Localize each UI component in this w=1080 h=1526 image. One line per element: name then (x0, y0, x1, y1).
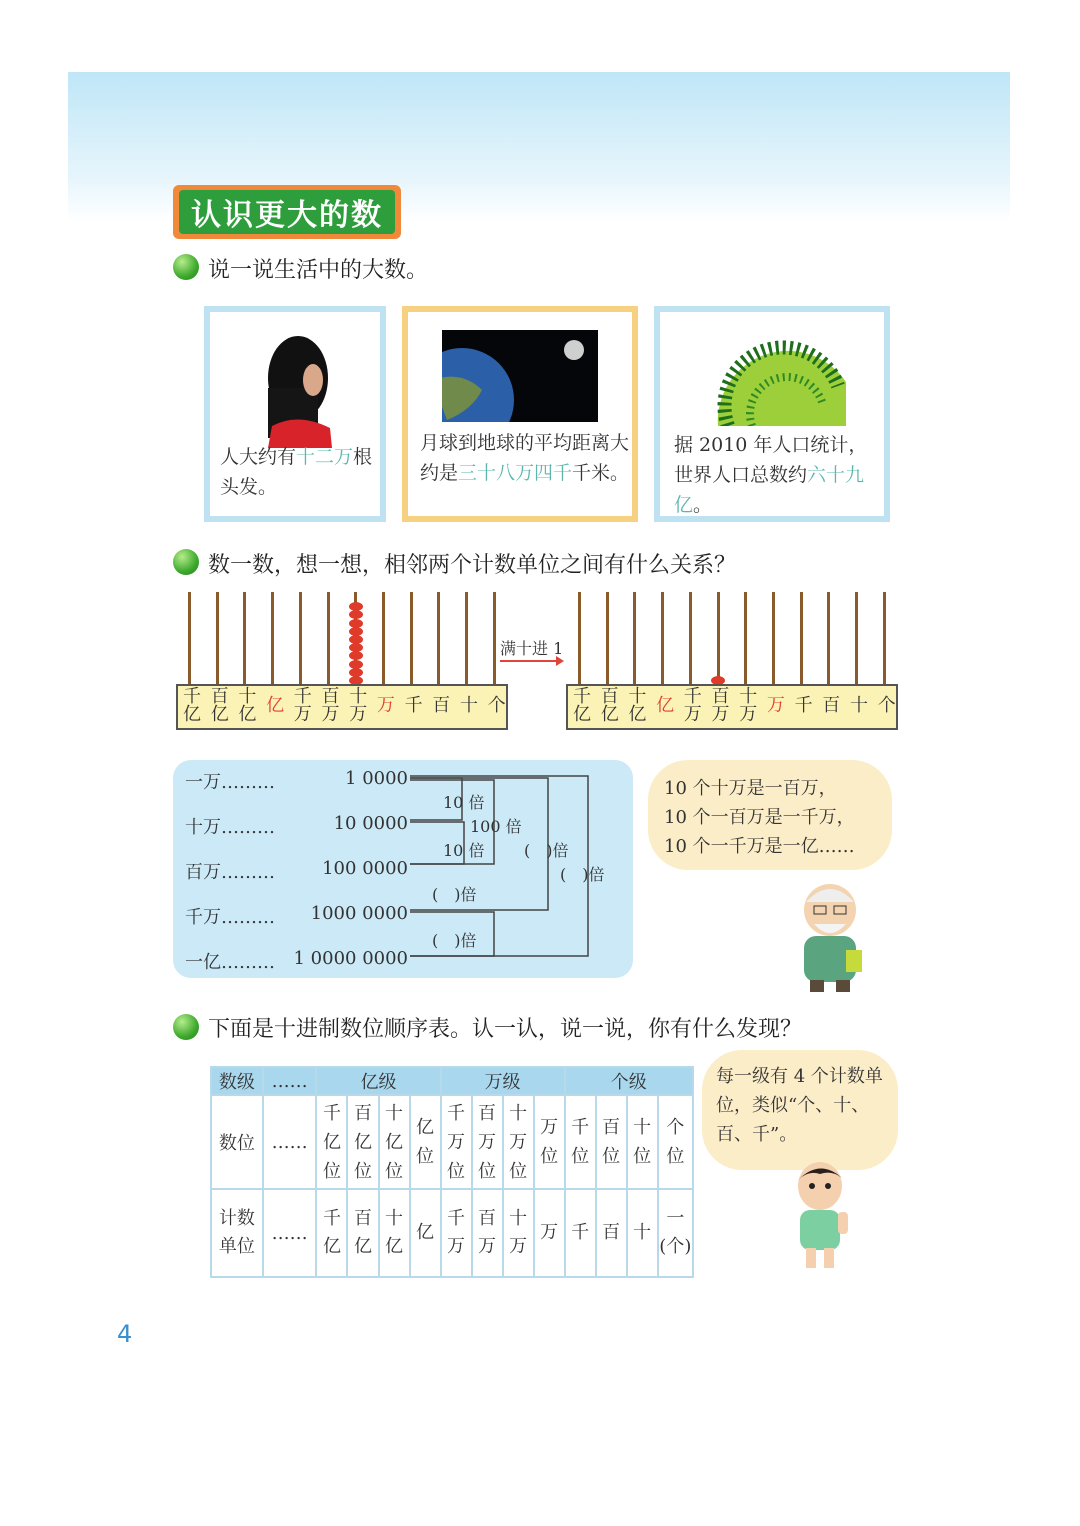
counter-bead (349, 660, 363, 669)
counter-rods-left (176, 592, 506, 684)
place-label: 千 (404, 695, 423, 716)
place-label: 个 (877, 695, 896, 716)
right-arrow-icon (500, 656, 564, 666)
counter-rod (410, 592, 413, 684)
unit-number: 1 0000 (345, 768, 408, 789)
times-answer-blank: ( )倍 (524, 841, 569, 860)
place-label: 十万 (349, 686, 368, 725)
row-label: 计数单位 (211, 1189, 263, 1277)
counter-bead (349, 635, 363, 644)
counting-unit-cell: 千万 (441, 1189, 472, 1277)
counter-rod (744, 592, 747, 684)
page-number: 4 (117, 1320, 133, 1348)
counter-rod (661, 592, 664, 684)
place-label: 千万 (683, 686, 702, 725)
counter-bead (349, 627, 363, 636)
question-1: 说一说生活中的大数。 (208, 258, 429, 283)
counter-rod (855, 592, 858, 684)
boy-character (788, 1160, 858, 1274)
counting-unit-cell: 百万 (472, 1189, 503, 1277)
place-label: 百亿 (600, 686, 619, 725)
counting-unit-cell: 亿 (410, 1189, 441, 1277)
place-label: 百亿 (210, 686, 229, 725)
counter-rods-right (566, 592, 896, 684)
place-label: 百万 (321, 686, 340, 725)
digit-place-cell: 十亿位 (379, 1095, 410, 1189)
digit-place-cell: 百亿位 (347, 1095, 378, 1189)
place-value-table (210, 1066, 694, 1278)
digit-place-cell: 千位 (565, 1095, 596, 1189)
counting-unit-cell: 百 (596, 1189, 627, 1277)
times-label: 10 倍 (443, 793, 485, 812)
counter-rod (606, 592, 609, 684)
place-label: 十亿 (238, 686, 257, 725)
counter-rod (578, 592, 581, 684)
counter-rod (271, 592, 274, 684)
counter-rod (827, 592, 830, 684)
digit-place-cell: 亿位 (410, 1095, 441, 1189)
row-ellipsis: …… (263, 1095, 317, 1189)
counter-rod (689, 592, 692, 684)
counter-rod (465, 592, 468, 684)
unit-number: 100 0000 (322, 858, 408, 879)
speech-bubble-boy: 每一级有 4 个计数单位，类似“个、十、百、千”。 (702, 1050, 898, 1170)
counter-rod (299, 592, 302, 684)
table-row (211, 1095, 693, 1189)
place-label: 百万 (711, 686, 730, 725)
place-label: 百 (822, 695, 841, 716)
digit-place-cell: 千亿位 (316, 1095, 347, 1189)
unit-number: 1000 0000 (310, 903, 408, 924)
place-label: 亿 (656, 695, 675, 716)
counter-bead (349, 643, 363, 652)
times-answer-blank: ( )倍 (560, 865, 605, 884)
counting-unit-cell: 千亿 (316, 1189, 347, 1277)
place-label: 千亿 (573, 686, 591, 725)
level-cell: 万级 (441, 1067, 565, 1095)
digit-place-cell: 十位 (627, 1095, 658, 1189)
place-label: 十 (850, 695, 868, 716)
counter-rod (243, 592, 246, 684)
counter-rod (216, 592, 219, 684)
place-label: 万 (766, 695, 785, 716)
counting-unit-cell: 千 (565, 1189, 596, 1277)
counting-unit-cell: 十 (627, 1189, 658, 1277)
lesson-title-box (173, 185, 401, 239)
counter-rod (437, 592, 440, 684)
row-label: 数位 (211, 1095, 263, 1189)
digit-place-cell: 千万位 (441, 1095, 472, 1189)
earth-moon-photo (442, 330, 598, 422)
unit-label: 十万……… (185, 817, 275, 838)
digit-place-cell: 百位 (596, 1095, 627, 1189)
counter-rod (800, 592, 803, 684)
counting-unit-cell: 一(个) (658, 1189, 693, 1277)
times-answer-blank: ( )倍 (432, 885, 477, 904)
table-row (211, 1189, 693, 1277)
place-label: 十 (460, 695, 478, 716)
counting-unit-cell: 万 (534, 1189, 565, 1277)
card-hair (204, 306, 386, 522)
level-cell: 亿级 (316, 1067, 440, 1095)
unit-number: 10 0000 (333, 813, 408, 834)
place-label: 十亿 (628, 686, 647, 725)
card-moon (402, 306, 638, 522)
question-3: 下面是十进制数位顺序表。认一认，说一说，你有什么发现？ (208, 1017, 803, 1042)
card-hair-text: 人大约有十二万根头发。 (220, 446, 373, 498)
header-cell: …… (263, 1067, 317, 1095)
place-label: 万 (376, 695, 395, 716)
counter-bead (349, 610, 363, 619)
counter-rod (327, 592, 330, 684)
place-labels-right (566, 684, 898, 730)
speech-bubble-grandpa: 10 个十万是一百万， 10 个一百万是一千万， 10 个一千万是一亿…… (648, 760, 892, 870)
counter-rod (772, 592, 775, 684)
green-bullet-icon (173, 549, 199, 575)
place-label: 千亿 (183, 686, 201, 725)
counter-rod (188, 592, 191, 684)
header-cell: 数级 (211, 1067, 263, 1095)
girl-hair-photo (210, 328, 380, 448)
carry-label: 满十进 1 (500, 639, 564, 658)
digit-place-cell: 个位 (658, 1095, 693, 1189)
card-moon-text: 月球到地球的平均距离大约是三十八万四千千米。 (420, 432, 630, 484)
counting-unit-cell: 十亿 (379, 1189, 410, 1277)
digit-place-cell: 万位 (534, 1095, 565, 1189)
counter-rod (382, 592, 385, 684)
counter-bead (349, 602, 363, 611)
counter-bead (349, 668, 363, 677)
place-label: 个 (487, 695, 506, 716)
counter-rod (633, 592, 636, 684)
card-population (654, 306, 890, 522)
place-label: 百 (432, 695, 451, 716)
place-label: 千 (794, 695, 813, 716)
level-cell: 个级 (565, 1067, 693, 1095)
counting-unit-cell: 十万 (503, 1189, 534, 1277)
counter-rod (883, 592, 886, 684)
counter-rod (493, 592, 496, 684)
place-label: 亿 (266, 695, 285, 716)
counting-unit-cell: 百亿 (347, 1189, 378, 1277)
times-answer-blank: ( )倍 (432, 931, 477, 950)
digit-place-cell: 十万位 (503, 1095, 534, 1189)
question-2: 数一数，想一想，相邻两个计数单位之间有什么关系？ (208, 553, 737, 578)
grandpa-character (784, 880, 876, 998)
place-label: 千万 (293, 686, 312, 725)
unit-number: 1 0000 0000 (293, 948, 408, 969)
times-label: 10 倍 (443, 841, 485, 860)
green-bullet-icon (173, 1014, 199, 1040)
table-row (211, 1067, 693, 1095)
digit-place-cell: 百万位 (472, 1095, 503, 1189)
crowd-globe-picture (712, 322, 852, 426)
counter-bead (349, 651, 363, 660)
unit-label: 一亿……… (185, 952, 275, 973)
row-ellipsis: …… (263, 1189, 317, 1277)
lesson-title: 认识更大的数 (179, 190, 395, 234)
card-population-text: 据 2010 年人口统计，世界人口总数约六十九亿。 (674, 434, 868, 516)
green-bullet-icon (173, 254, 199, 280)
counter-bead (349, 619, 363, 628)
times-label: 100 倍 (470, 817, 522, 836)
counter-rod (717, 592, 720, 684)
place-label: 十万 (739, 686, 758, 725)
unit-label: 百万……… (185, 862, 275, 883)
place-labels-left (176, 684, 508, 730)
unit-label: 一万……… (185, 772, 275, 793)
unit-label: 千万……… (185, 907, 275, 928)
